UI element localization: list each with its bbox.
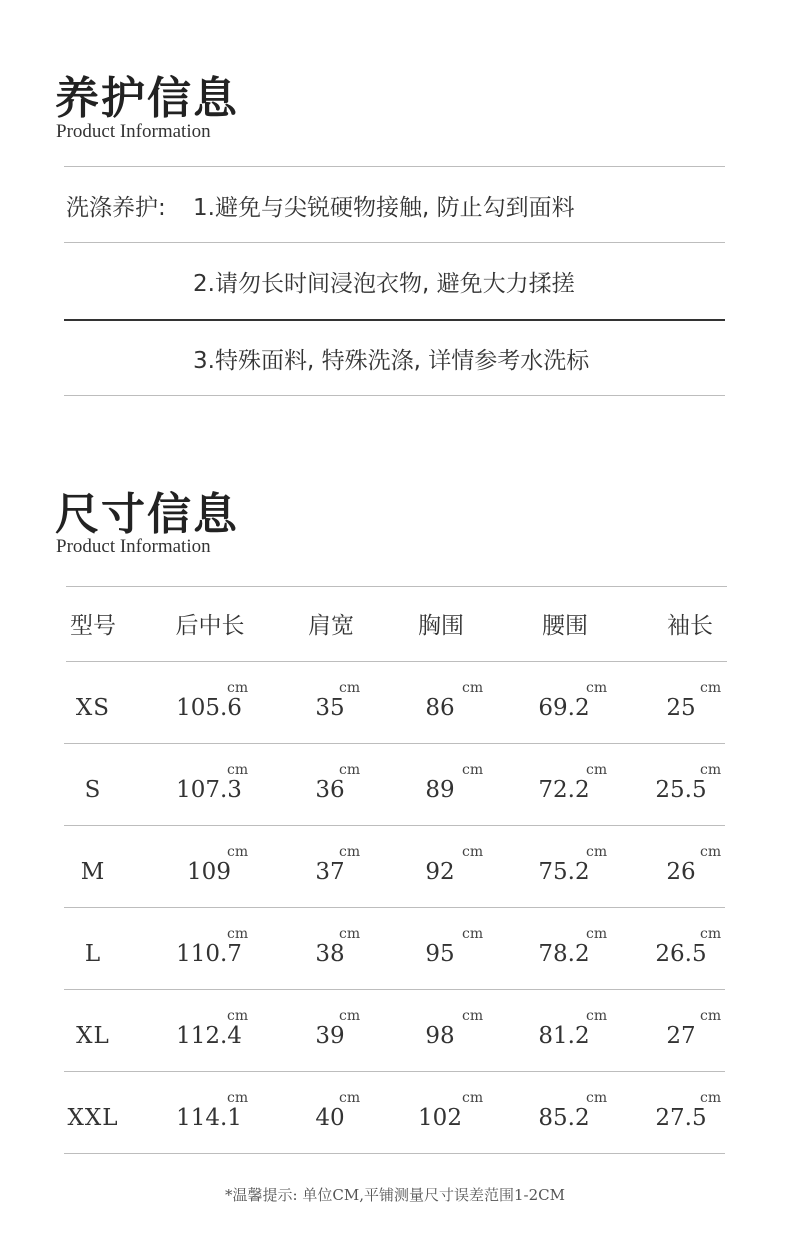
measurement-value: 36: [315, 777, 345, 803]
row-divider: [64, 1071, 725, 1072]
size-title: 尺寸信息: [55, 489, 239, 540]
unit-label: cm: [700, 680, 722, 696]
unit-label: cm: [700, 762, 722, 778]
care-item-2: 2.请勿长时间浸泡衣物, 避免大力揉搓: [193, 271, 575, 297]
measurement-value: 89: [425, 777, 455, 803]
unit-label: cm: [227, 762, 249, 778]
table-header-cell: 后中长: [175, 613, 245, 639]
measurement-value: 72.2: [538, 777, 590, 803]
unit-label: cm: [227, 926, 249, 942]
unit-label: cm: [227, 680, 249, 696]
divider: [64, 166, 725, 167]
unit-label: cm: [586, 926, 608, 942]
row-divider: [64, 825, 725, 826]
care-label: 洗涤养护:: [66, 195, 166, 221]
measurement-value: 81.2: [538, 1023, 590, 1049]
unit-label: cm: [586, 1090, 608, 1106]
measurement-value: 26: [666, 859, 696, 885]
size-label: S: [84, 777, 102, 803]
unit-label: cm: [227, 844, 249, 860]
table-header-cell: 型号: [70, 613, 116, 639]
measurement-value: 25: [666, 695, 696, 721]
measurement-value: 85.2: [538, 1105, 590, 1131]
row-divider: [64, 907, 725, 908]
measurement-value: 75.2: [538, 859, 590, 885]
size-note: *温馨提示: 单位CM,平铺测量尺寸误差范围1-2CM: [225, 1186, 565, 1204]
measurement-value: 25.5: [655, 777, 707, 803]
unit-label: cm: [462, 680, 484, 696]
row-divider: [64, 989, 725, 990]
size-subtitle: Product Information: [56, 536, 211, 557]
care-item-3: 3.特殊面料, 特殊洗涤, 详情参考水洗标: [193, 348, 590, 374]
measurement-value: 86: [425, 695, 455, 721]
size-label: M: [80, 859, 106, 885]
measurement-value: 95: [425, 941, 455, 967]
table-header-divider: [66, 661, 727, 662]
unit-label: cm: [227, 1008, 249, 1024]
row-divider: [64, 743, 725, 744]
size-label: XL: [76, 1023, 110, 1049]
unit-label: cm: [462, 1008, 484, 1024]
measurement-value: 110.7: [176, 941, 242, 967]
measurement-value: 105.6: [176, 695, 242, 721]
unit-label: cm: [586, 680, 608, 696]
unit-label: cm: [700, 1090, 722, 1106]
care-title: 养护信息: [55, 73, 239, 124]
unit-label: cm: [339, 680, 361, 696]
measurement-value: 38: [315, 941, 345, 967]
unit-label: cm: [339, 1090, 361, 1106]
care-subtitle: Product Information: [56, 121, 211, 142]
size-label: XS: [75, 695, 111, 721]
measurement-value: 98: [425, 1023, 455, 1049]
unit-label: cm: [339, 926, 361, 942]
unit-label: cm: [700, 844, 722, 860]
measurement-value: 27: [666, 1023, 696, 1049]
size-label: L: [84, 941, 102, 967]
table-header-cell: 肩宽: [308, 613, 354, 639]
unit-label: cm: [462, 844, 484, 860]
measurement-value: 102: [418, 1105, 462, 1131]
measurement-value: 40: [315, 1105, 345, 1131]
divider: [64, 319, 725, 321]
unit-label: cm: [227, 1090, 249, 1106]
divider: [64, 242, 725, 243]
unit-label: cm: [586, 762, 608, 778]
divider: [64, 395, 725, 396]
care-item-1: 1.避免与尖锐硬物接触, 防止勾到面料: [193, 195, 575, 221]
unit-label: cm: [462, 762, 484, 778]
unit-label: cm: [339, 762, 361, 778]
unit-label: cm: [586, 844, 608, 860]
unit-label: cm: [700, 1008, 722, 1024]
size-label: XXL: [67, 1105, 119, 1131]
measurement-value: 26.5: [655, 941, 707, 967]
table-header-cell: 袖长: [667, 613, 713, 639]
table-top-border: [66, 586, 727, 587]
measurement-value: 107.3: [176, 777, 242, 803]
measurement-value: 27.5: [655, 1105, 707, 1131]
measurement-value: 37: [315, 859, 345, 885]
unit-label: cm: [339, 844, 361, 860]
unit-label: cm: [462, 1090, 484, 1106]
measurement-value: 92: [425, 859, 455, 885]
table-header-cell: 腰围: [542, 613, 588, 639]
measurement-value: 114.1: [176, 1105, 242, 1131]
table-header-cell: 胸围: [418, 613, 464, 639]
measurement-value: 109: [187, 859, 231, 885]
measurement-value: 78.2: [538, 941, 590, 967]
measurement-value: 35: [315, 695, 345, 721]
unit-label: cm: [339, 1008, 361, 1024]
measurement-value: 112.4: [176, 1023, 242, 1049]
unit-label: cm: [586, 1008, 608, 1024]
unit-label: cm: [700, 926, 722, 942]
measurement-value: 39: [315, 1023, 345, 1049]
measurement-value: 69.2: [538, 695, 590, 721]
unit-label: cm: [462, 926, 484, 942]
row-divider: [64, 1153, 725, 1154]
